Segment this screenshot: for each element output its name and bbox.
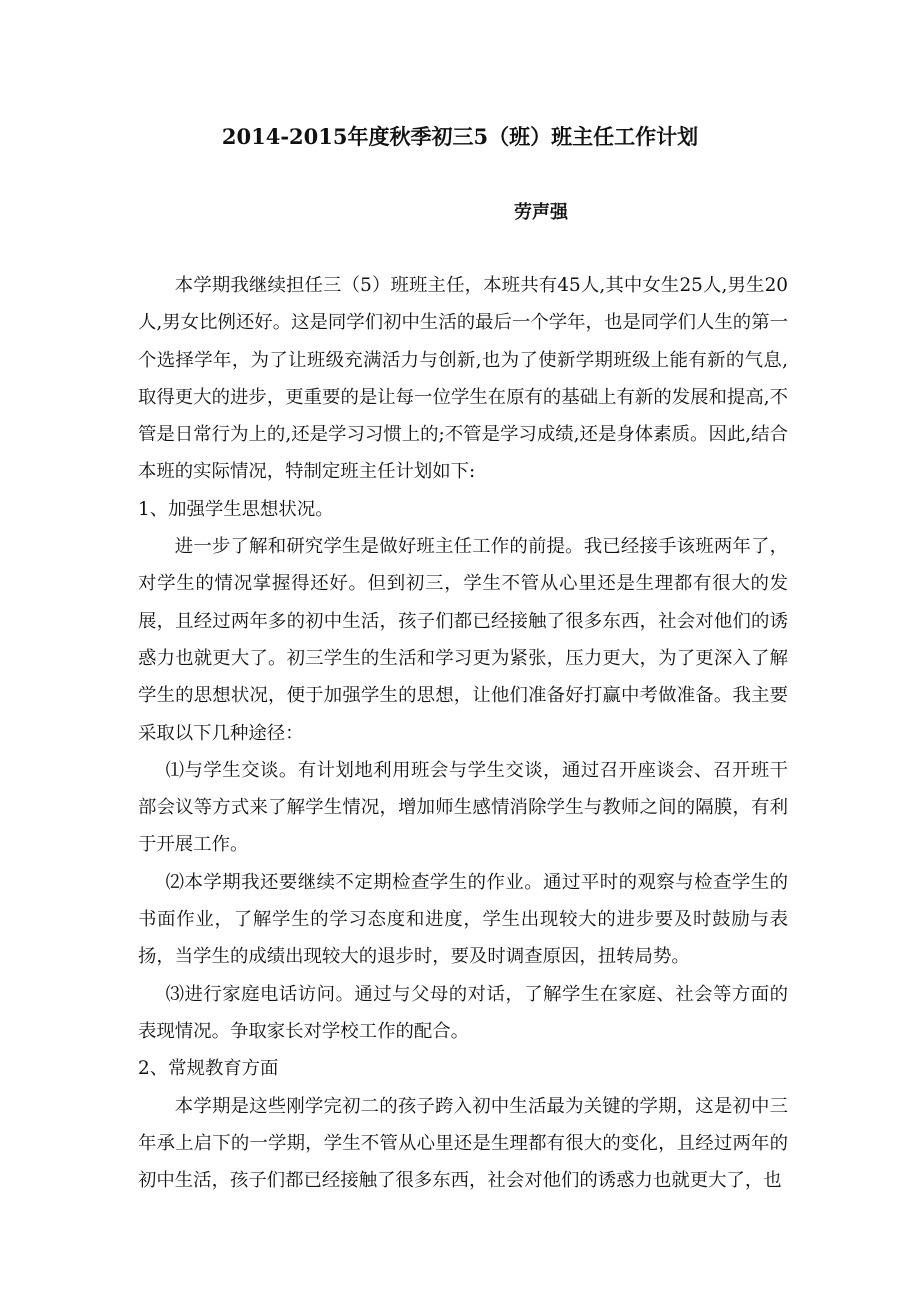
- document-title: 2014-2015年度秋季初三5（班）班主任工作计划: [221, 124, 699, 149]
- document-body: [138, 267, 788, 1199]
- paragraph-section-1: 进一步了解和研究学生是做好班主任工作的前提。我已经接手该班两年了，对学生的情况掌握得还好。但到初三，学生不管从心里还是生理都有很大的发展，且经过两年多的初中生活，孩子们都已经接触了很多东西，社会对他们的诱惑力也就更大了。初三学生的生活和学习更为紧张，压力更大，为了更深入了解学生的思想状况，便于加强学生的思想，让他们准备好打赢中考做准备。我主要采取以下几种途径：: [138, 536, 788, 744]
- list-item-1: ⑴与学生交谈。有计划地利用班会与学生交谈，通过召开座谈会、召开班干部会议等方式来了解学生情况，增加师生感情消除学生与教师之间的隔膜，有利于开展工作。: [138, 759, 788, 856]
- list-item-2: ⑵本学期我还要继续不定期检查学生的作业。通过平时的观察与检查学生的书面作业，了解学生的学习态度和进度，学生出现较大的进步要及时鼓励与表扬，当学生的成绩出现较大的退步时，要及时调查原因，扭转局势。: [138, 871, 788, 968]
- document-author: 劳声强: [514, 202, 568, 223]
- paragraph-section-2: 本学期是这些刚学完初二的孩子跨入初中生活最为关键的学期，这是初中三年承上启下的一学期，学生不管从心里还是生理都有很大的变化，且经过两年的初中生活，孩子们都已经接触了很多东西，社会对他们的诱惑力也就更大了，也: [138, 1095, 788, 1192]
- section-heading-1: 1、加强学生思想状况。: [138, 498, 334, 520]
- paragraph-intro: 本学期我继续担任三（5）班班主任，本班共有45人,其中女生25人,男生20人,男女比例还好。这是同学们初中生活的最后一个学年，也是同学们人生的第一个选择学年，为了让班级充满活力与创新,也为了使新学期班级上能有新的气息,取得更大的进步，更重要的是让每一位学生在原有的基础上有新的发展和提高,不管是日常行为上的,还是学习习惯上的;不管是学习成绩,还是身体素质。因此,结合本班的实际情况，特制定班主任计划如下:: [138, 275, 788, 483]
- list-item-3: ⑶进行家庭电话访问。通过与父母的对话，了解学生在家庭、社会等方面的表现情况。争取家长对学校工作的配合。: [138, 983, 788, 1042]
- section-heading-2: 2、常规教育方面: [138, 1058, 279, 1080]
